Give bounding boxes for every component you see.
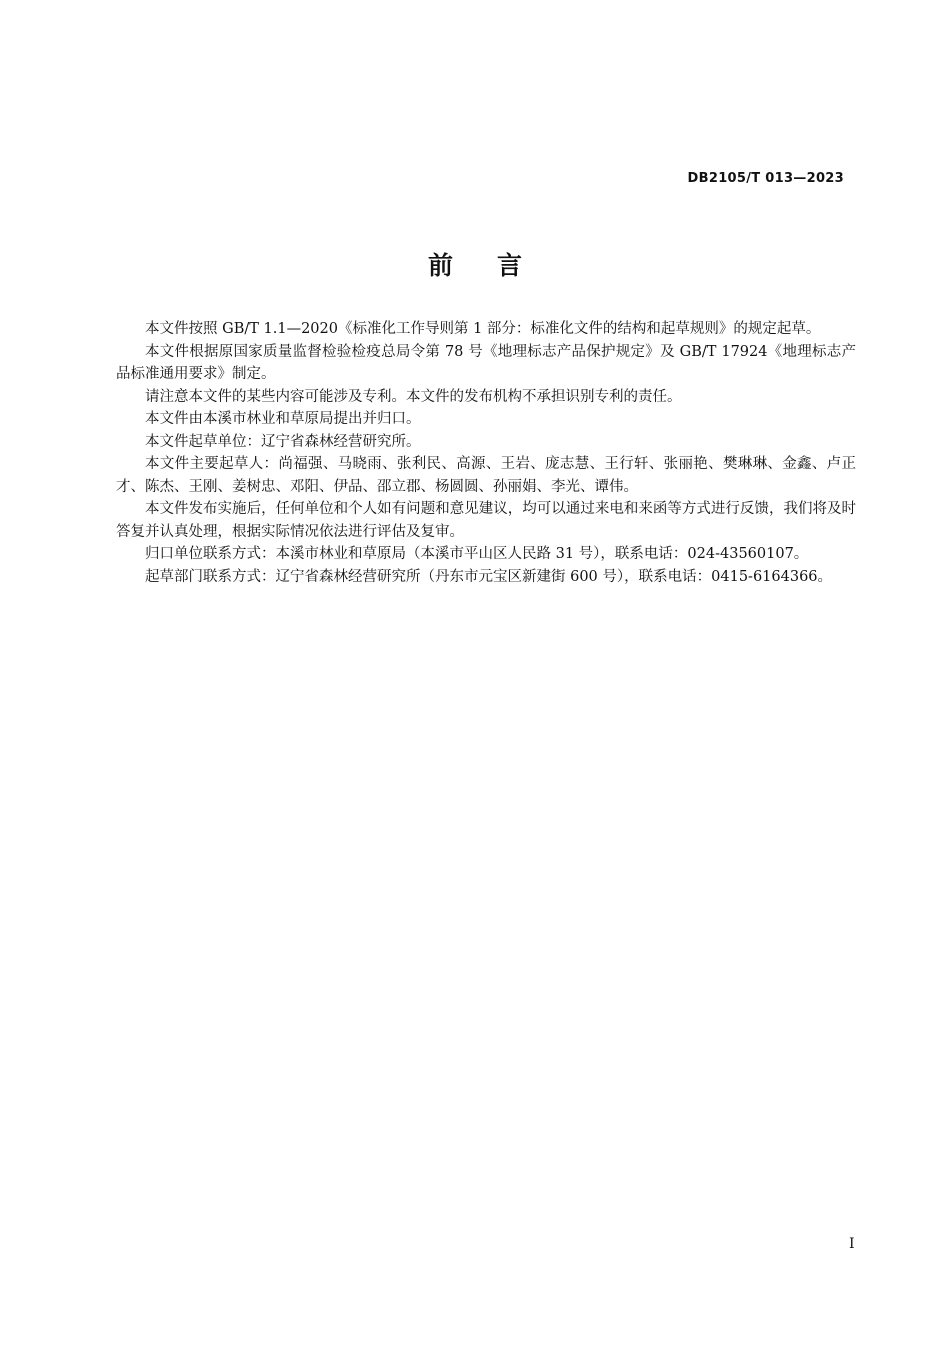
paragraph-contact-administrator: 归口单位联系方式：本溪市林业和草原局（本溪市平山区人民路 31 号），联系电话：024-43560107。 [145,546,809,562]
paragraph-drafting-unit: 本文件起草单位：辽宁省森林经营研究所。 [145,433,421,450]
document-code: DB2105/T 013—2023 [687,171,844,186]
page-number: I [849,1236,855,1252]
page-title: 前言 [427,251,566,280]
paragraph-patent-notice: 请注意本文件的某些内容可能涉及专利。本文件的发布机构不承担识别专利的责任。 [145,388,682,405]
paragraph-drafters: 本文件主要起草人：尚福强、马晓雨、张利民、高源、王岩、庞志慧、王行轩、张丽艳、樊琳琳、金鑫、卢正才、陈杰、王刚、姜树忠、邓阳、伊品、邵立郡、杨圆圆、孙丽娟、李光、谭伟。 [116,456,856,495]
paragraph-drafting-rules: 本文件按照 GB/T 1.1—2020《标准化工作导则第 1 部分：标准化文件的结构和起草规则》的规定起草。 [145,321,821,337]
foreword-body [116,318,856,588]
paragraph-proposer: 本文件由本溪市林业和草原局提出并归口。 [145,411,421,427]
paragraph-contact-drafter: 起草部门联系方式：辽宁省森林经营研究所（丹东市元宝区新建街 600 号），联系电话：0415-6164366。 [145,568,833,585]
paragraph-feedback: 本文件发布实施后，任何单位和个人如有问题和意见建议，均可以通过来电和来函等方式进行反馈，我们将及时答复并认真处理，根据实际情况依法进行评估及复审。 [116,501,856,540]
paragraph-basis: 本文件根据原国家质量监督检验检疫总局令第 78 号《地理标志产品保护规定》及 GB/T 17924《地理标志产品标准通用要求》制定。 [116,343,856,382]
